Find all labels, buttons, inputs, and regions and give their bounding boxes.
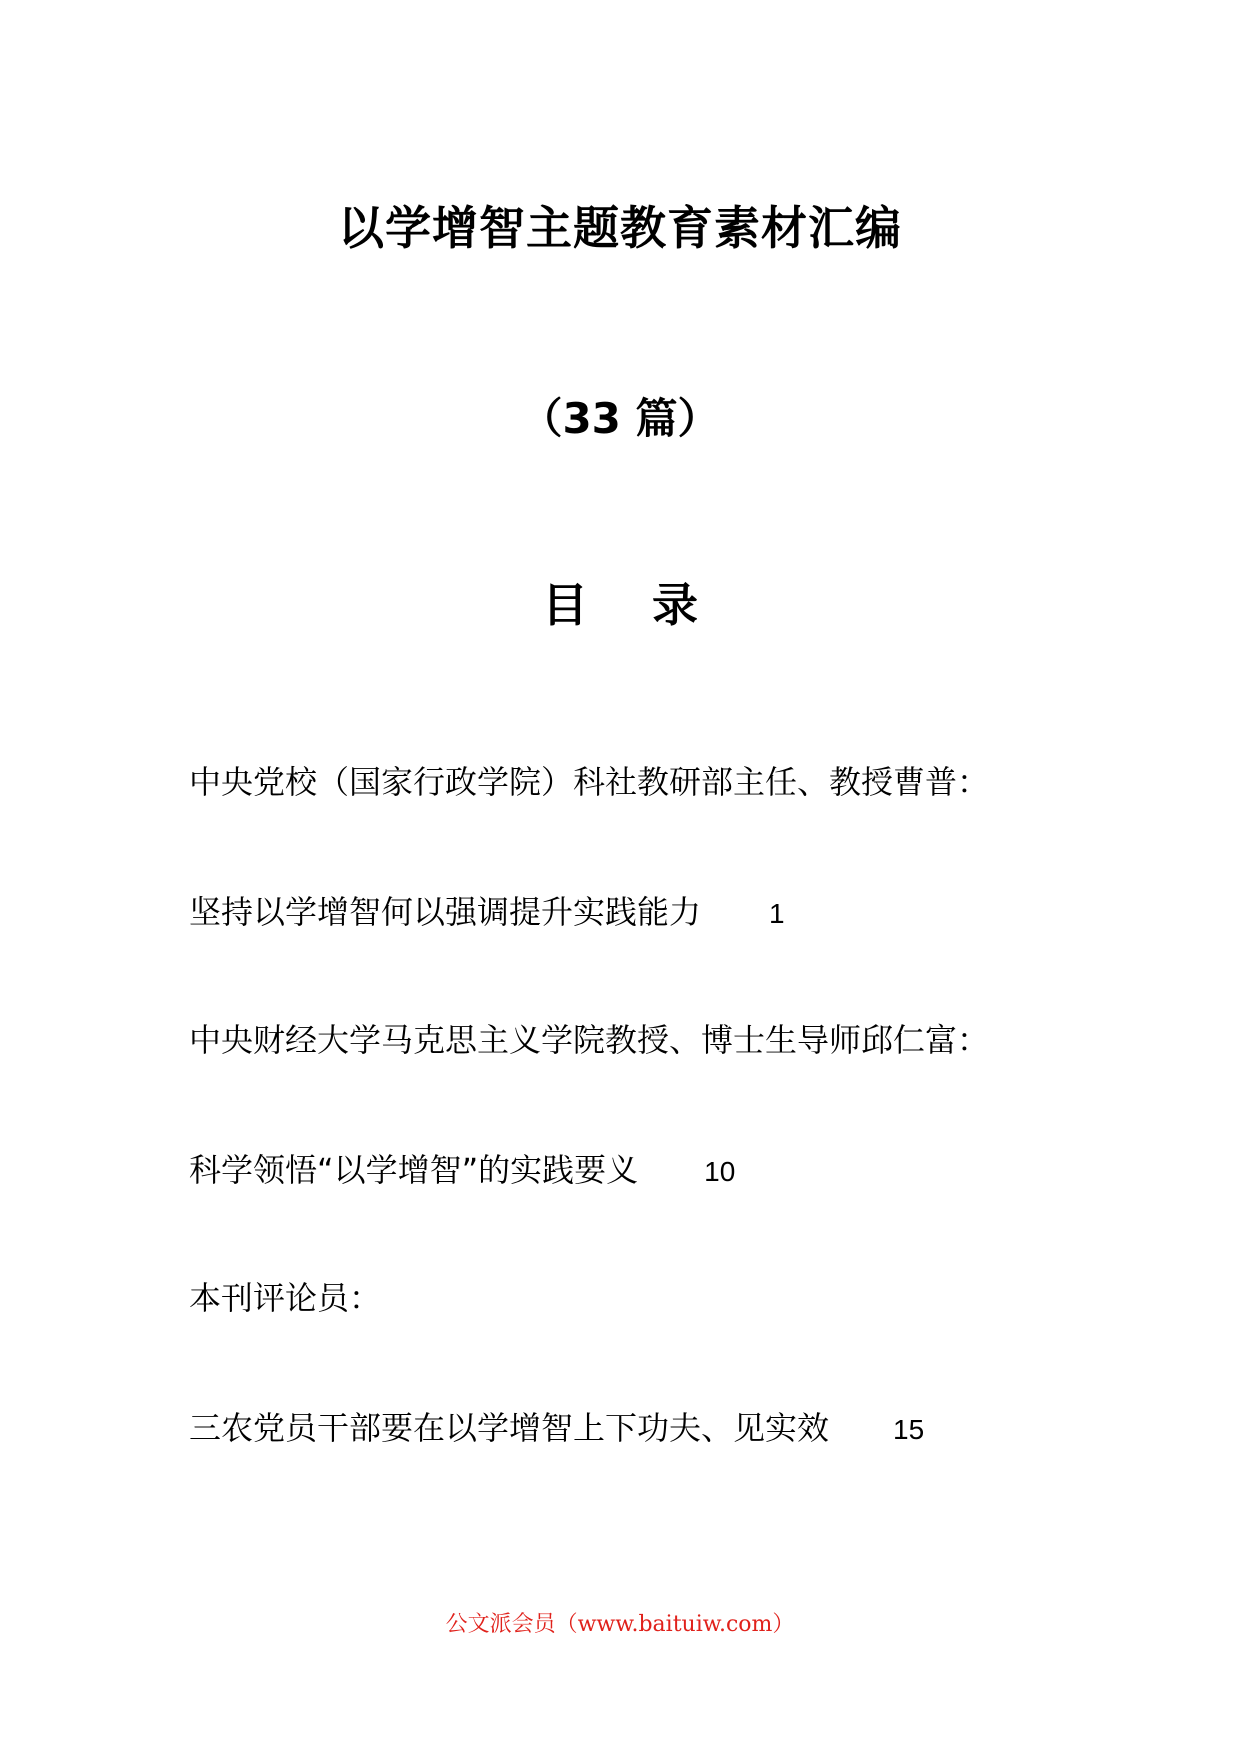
toc-author-line [189, 1018, 989, 1062]
document-subtitle: （33 篇） [520, 394, 720, 443]
toc-entry[interactable] [189, 1406, 924, 1452]
toc-entry-title: 科学领悟“以学增智”的实践要义 [189, 1151, 639, 1189]
footer-watermark: 公文派会员（www.baituiw.com） [445, 1612, 795, 1637]
toc-heading [0, 577, 1240, 633]
toc-page-number: 10 [704, 1156, 736, 1187]
toc-author-text: 中央财经大学马克思主义学院教授、博士生导师邱仁富： [189, 1021, 990, 1059]
toc-entry[interactable] [189, 890, 785, 936]
toc-entry[interactable] [189, 1148, 735, 1194]
toc-author-line [189, 760, 989, 804]
toc-heading-left: 目 [542, 578, 588, 632]
toc-entry-title: 坚持以学增智何以强调提升实践能力 [189, 893, 702, 931]
toc-author-text: 本刊评论员： [189, 1279, 382, 1317]
toc-entry-title: 三农党员干部要在以学增智上下功夫、见实效 [189, 1409, 830, 1447]
document-title: 以学增智主题教育素材汇编 [338, 201, 902, 255]
toc-author-text: 中央党校（国家行政学院）科社教研部主任、教授曹普： [189, 763, 990, 801]
toc-author-line [189, 1276, 381, 1320]
toc-page-number: 1 [769, 898, 785, 929]
toc-heading-right: 录 [652, 578, 698, 632]
toc-page-number: 15 [893, 1414, 925, 1445]
